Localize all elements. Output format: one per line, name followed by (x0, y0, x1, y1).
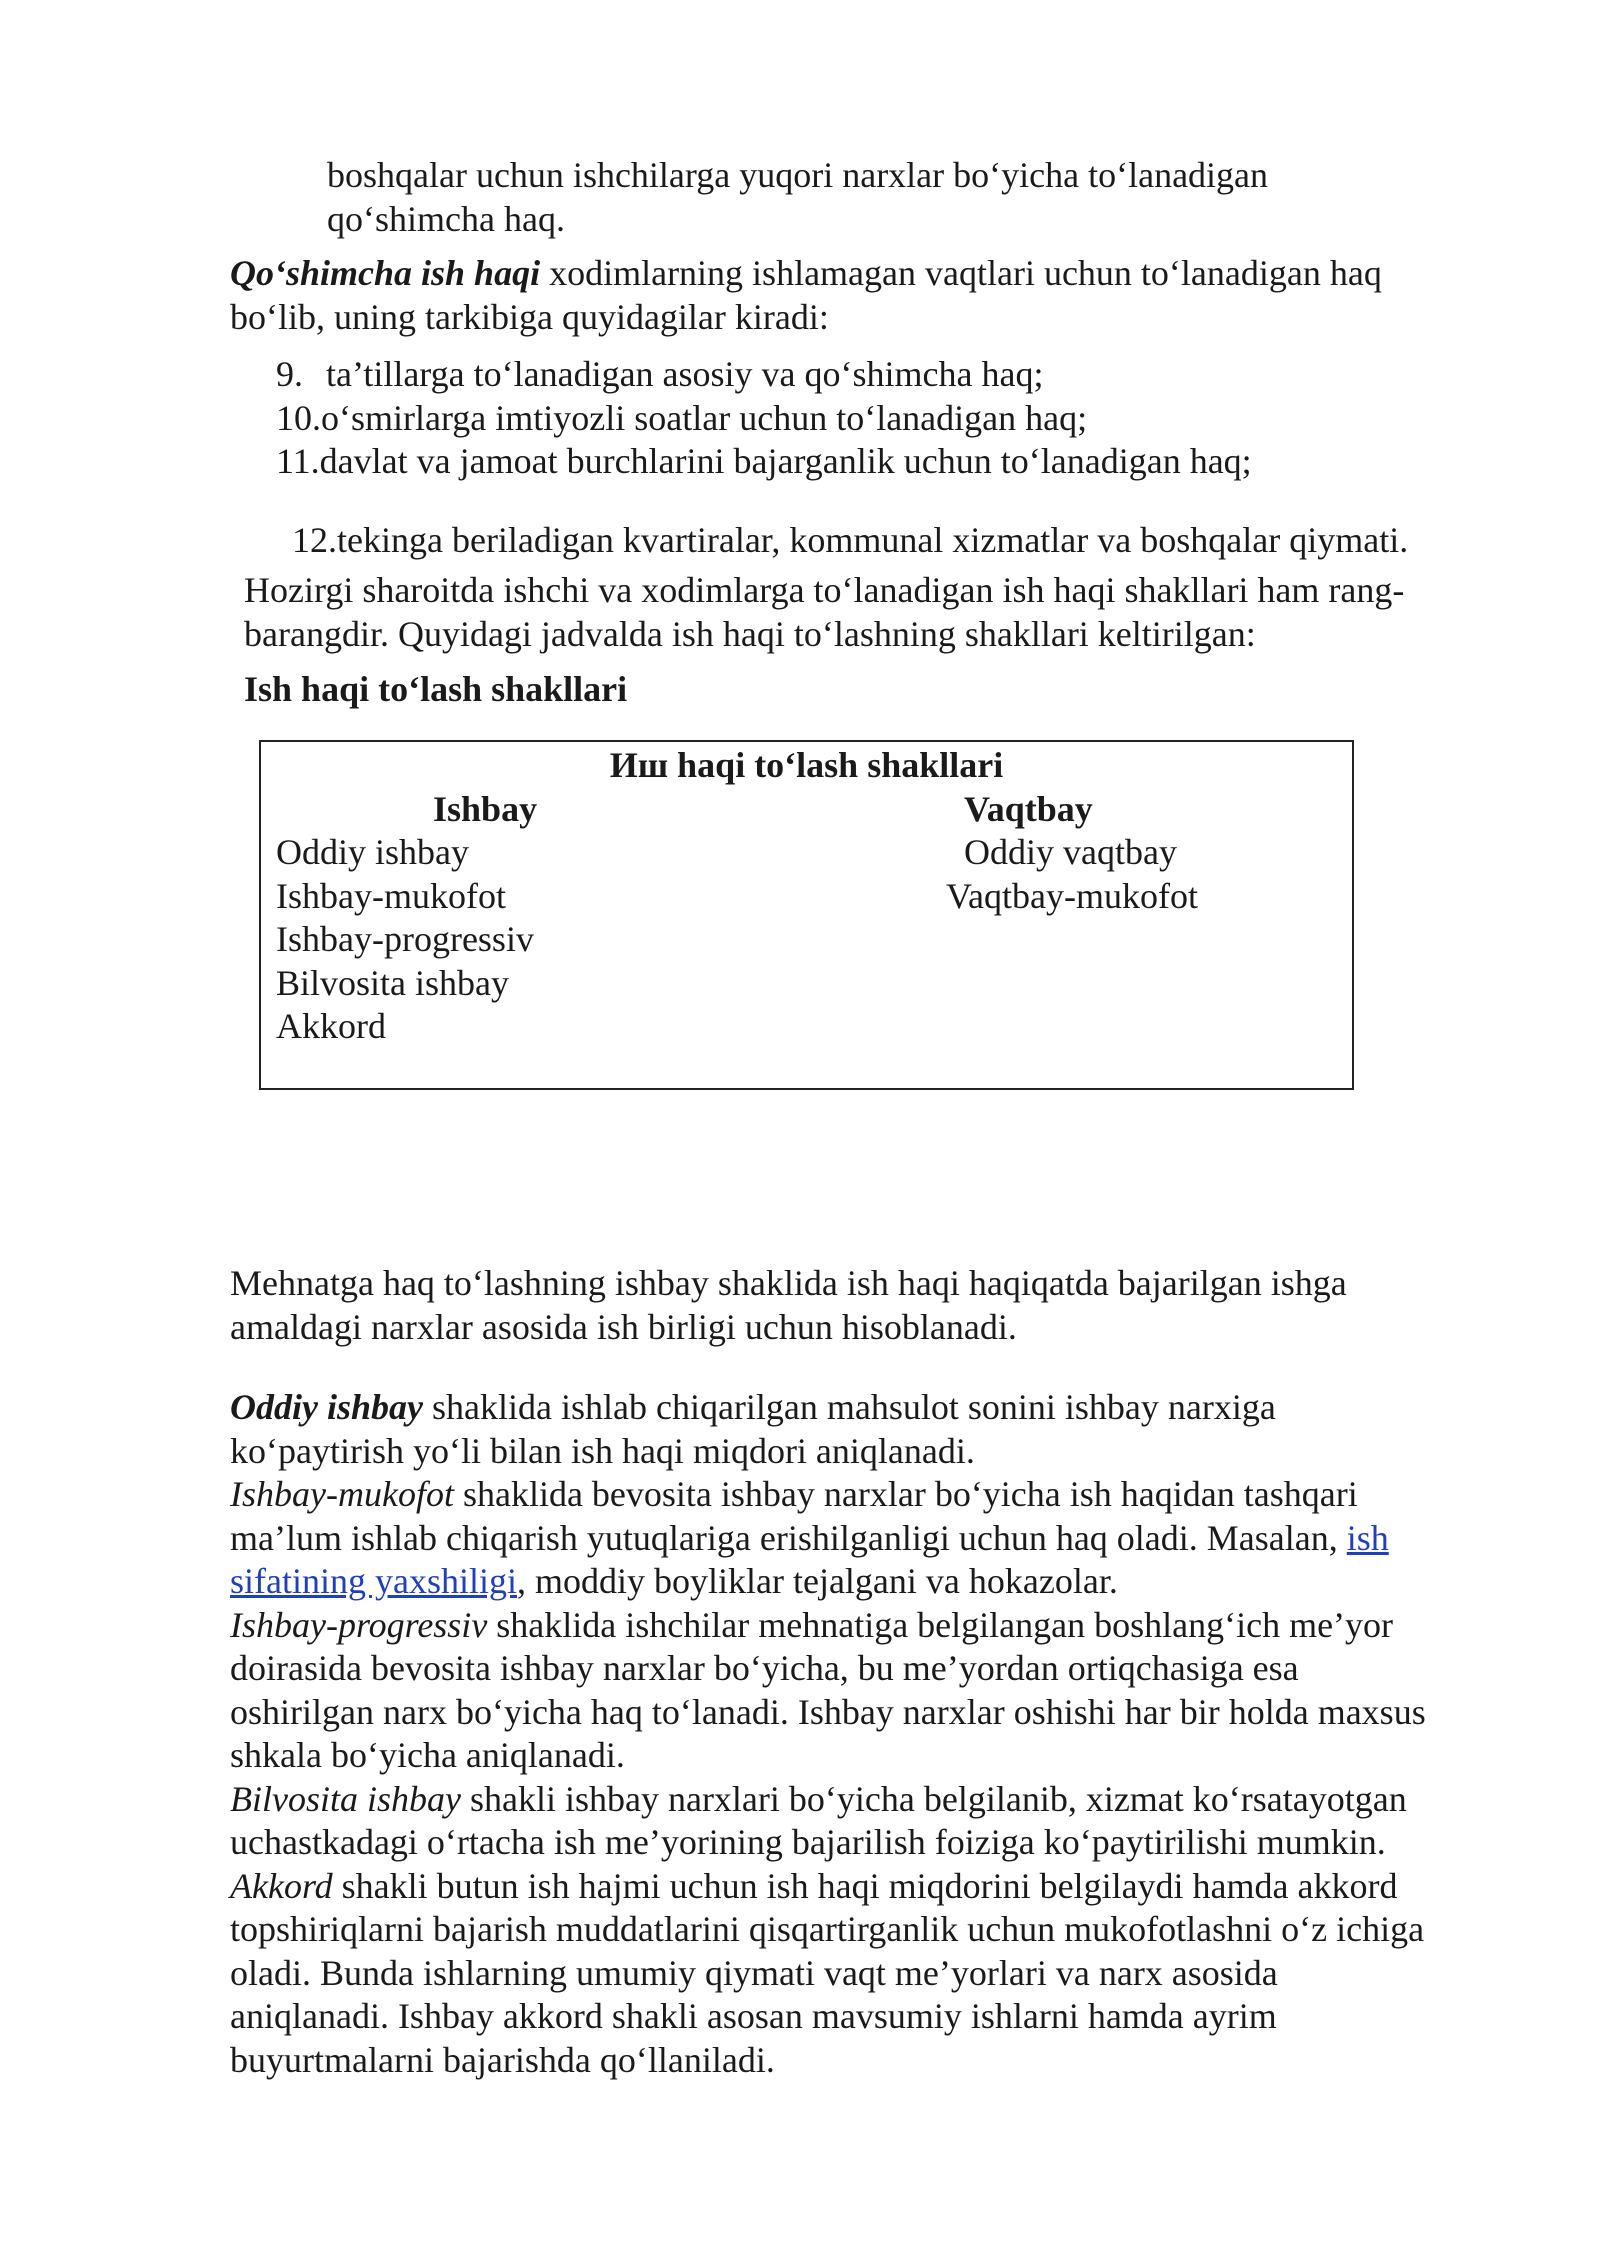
table-cell: Bilvosita ishbay (276, 962, 509, 1003)
table-cell: Akkord (276, 1006, 386, 1046)
list-item (276, 440, 1536, 484)
table-cell: Ishbay-progressiv (276, 919, 534, 959)
term-ishbay-progressiv: Ishbay-progressiv (230, 1604, 488, 1645)
column-header-vaqtbay: Vaqtbay (964, 789, 1093, 829)
text-line (230, 1386, 1490, 1430)
text-run: , moddiy boyliklar tejalgani va hokazolar. (516, 1561, 1118, 1601)
text-run: shakli ishbay narxlari bo‘yicha belgilanib, xizmat ko‘rsatayotgan (460, 1778, 1407, 1819)
text-run: shakli butun ish hajmi uchun ish haqi miqdorini belgilaydi hamda akkord (332, 1865, 1398, 1906)
column-header-ishbay: Ishbay (433, 789, 538, 829)
text-run: shaklida ishchilar mehnatiga belgilangan boshlang‘ich me’yor (487, 1604, 1394, 1645)
list-number: 10. (276, 397, 321, 438)
term-ishbay-mukofot: Ishbay-mukofot (230, 1474, 454, 1514)
list-text: tekinga beriladigan kvartiralar, kommunal xizmatlar va boshqalar qiymati. (337, 520, 1409, 560)
text-line: topshiriqlarni bajarish muddatlarini qisqartirganlik uchun mukofotlashni o‘z ichiga (230, 1909, 1425, 1949)
list-item (276, 353, 1536, 397)
current-forms-paragraph (244, 569, 1504, 656)
term-oddiy-ishbay: Oddiy ishbay (230, 1387, 423, 1427)
table-title: Иш haqi to‘lash shakllari (609, 745, 1004, 785)
text-line: oladi. Bunda ishlarning umumiy qiymati vaqt me’yorlari va narx asosida (230, 1952, 1278, 1993)
text-line: qo‘shimcha haq. (327, 198, 565, 239)
text-run: shaklida ishlab chiqarilgan mahsulot sonini ishbay narxiga (423, 1387, 1276, 1427)
table-cell: Vaqtbay-mukofot (946, 875, 1198, 916)
text-line: ko‘paytirish yo‘li bilan ish haqi miqdori aniqlanadi. (230, 1430, 975, 1471)
list-number: 12. (292, 520, 337, 560)
text-line: boshqalar uchun ishchilarga yuqori narxlar bo‘yicha to‘lanadigan (327, 155, 1269, 195)
list-number: 9. (276, 354, 303, 394)
text-line (230, 1560, 1490, 1604)
table-caption: Ish haqi to‘lash shakllari (244, 669, 628, 709)
list-item (292, 519, 1552, 563)
continuation-paragraph (327, 154, 1587, 241)
list-text: ta’tillarga to‘lanadigan asosiy va qo‘shimcha haq; (326, 354, 1044, 394)
list-item (276, 397, 1536, 441)
text-line: buyurtmalarni bajarishda qo‘llaniladi. (230, 2039, 775, 2080)
text-line: Hozirgi sharoitda ishchi va xodimlarga to‘lanadigan ish haqi shakllari ham rang- (244, 570, 1405, 610)
text-line: bo‘lib, uning tarkibiga quyidagilar kiradi: (230, 296, 829, 337)
text-run: shaklida bevosita ishbay narxlar bo‘yicha ish haqidan tashqari (453, 1474, 1358, 1514)
text-run: ma’lum ishlab chiqarish yutuqlariga erishilganligi uchun haq oladi. Masalan, (230, 1517, 1347, 1558)
text-line: oshirilgan narx bo‘yicha haq to‘lanadi. Ishbay narxlar oshishi har bir holda maxsus (230, 1691, 1426, 1732)
text-line (230, 1604, 1490, 1648)
additional-pay-paragraph (230, 252, 1490, 339)
text-line (230, 252, 1490, 296)
column-vaqtbay (946, 831, 1198, 918)
term-bilvosita-ishbay: Bilvosita ishbay (230, 1778, 461, 1819)
text-line (292, 519, 1552, 563)
list-text: davlat va jamoat burchlarini bajarganlik uchun to‘lanadigan haq; (319, 441, 1252, 481)
text-line: Mehnatga haq to‘lashning ishbay shaklida ish haqi haqiqatda bajarilgan ishga (230, 1263, 1347, 1303)
list-text: o‘smirlarga imtiyozli soatlar uchun to‘lanadigan haq; (321, 397, 1088, 438)
text-run: xodimlarning ishlamagan vaqtlari uchun to‘lanadigan haq (540, 253, 1382, 293)
text-line: barangdir. Quyidagi jadvalda ish haqi to‘lashning shakllari keltirilgan: (244, 613, 1256, 654)
text-line: aniqlanadi. Ishbay akkord shakli asosan mavsumiy ishlarni hamda ayrim (230, 1996, 1277, 2036)
text-line (230, 1473, 1490, 1517)
list-number: 11. (276, 441, 320, 481)
table-cell: Ishbay-mukofot (276, 875, 506, 916)
table-cell: Oddiy vaqtbay (964, 832, 1177, 872)
quality-link[interactable]: sifatining yaxshiligi (230, 1561, 517, 1601)
text-line: shkala bo‘yicha aniqlanadi. (230, 1735, 625, 1775)
text-line: uchastkadagi o‘rtacha ish me’yorining bajarilish foiziga ko‘paytirilishi mumkin. (230, 1822, 1386, 1862)
term-akkord: Akkord (230, 1865, 333, 1906)
pay-forms-table (259, 740, 1354, 1090)
text-line (230, 1517, 1490, 1561)
term-additional-pay: Qo‘shimcha ish haqi (230, 253, 541, 293)
table-cell: Oddiy ishbay (276, 832, 469, 872)
text-line (230, 1778, 1490, 1822)
piecework-forms-section (230, 1386, 1490, 2082)
quality-link[interactable]: ish (1346, 1517, 1389, 1558)
text-line: amaldagi narxlar asosida ish birligi uchun hisoblanadi. (230, 1306, 1017, 1347)
additional-pay-list (276, 353, 1536, 484)
column-ishbay (276, 831, 534, 1049)
text-line (230, 1865, 1490, 1909)
piecework-intro-paragraph (230, 1262, 1490, 1349)
text-line: doirasida bevosita ishbay narxlar bo‘yicha, bu me’yordan ortiqchasiga esa (230, 1648, 1299, 1688)
